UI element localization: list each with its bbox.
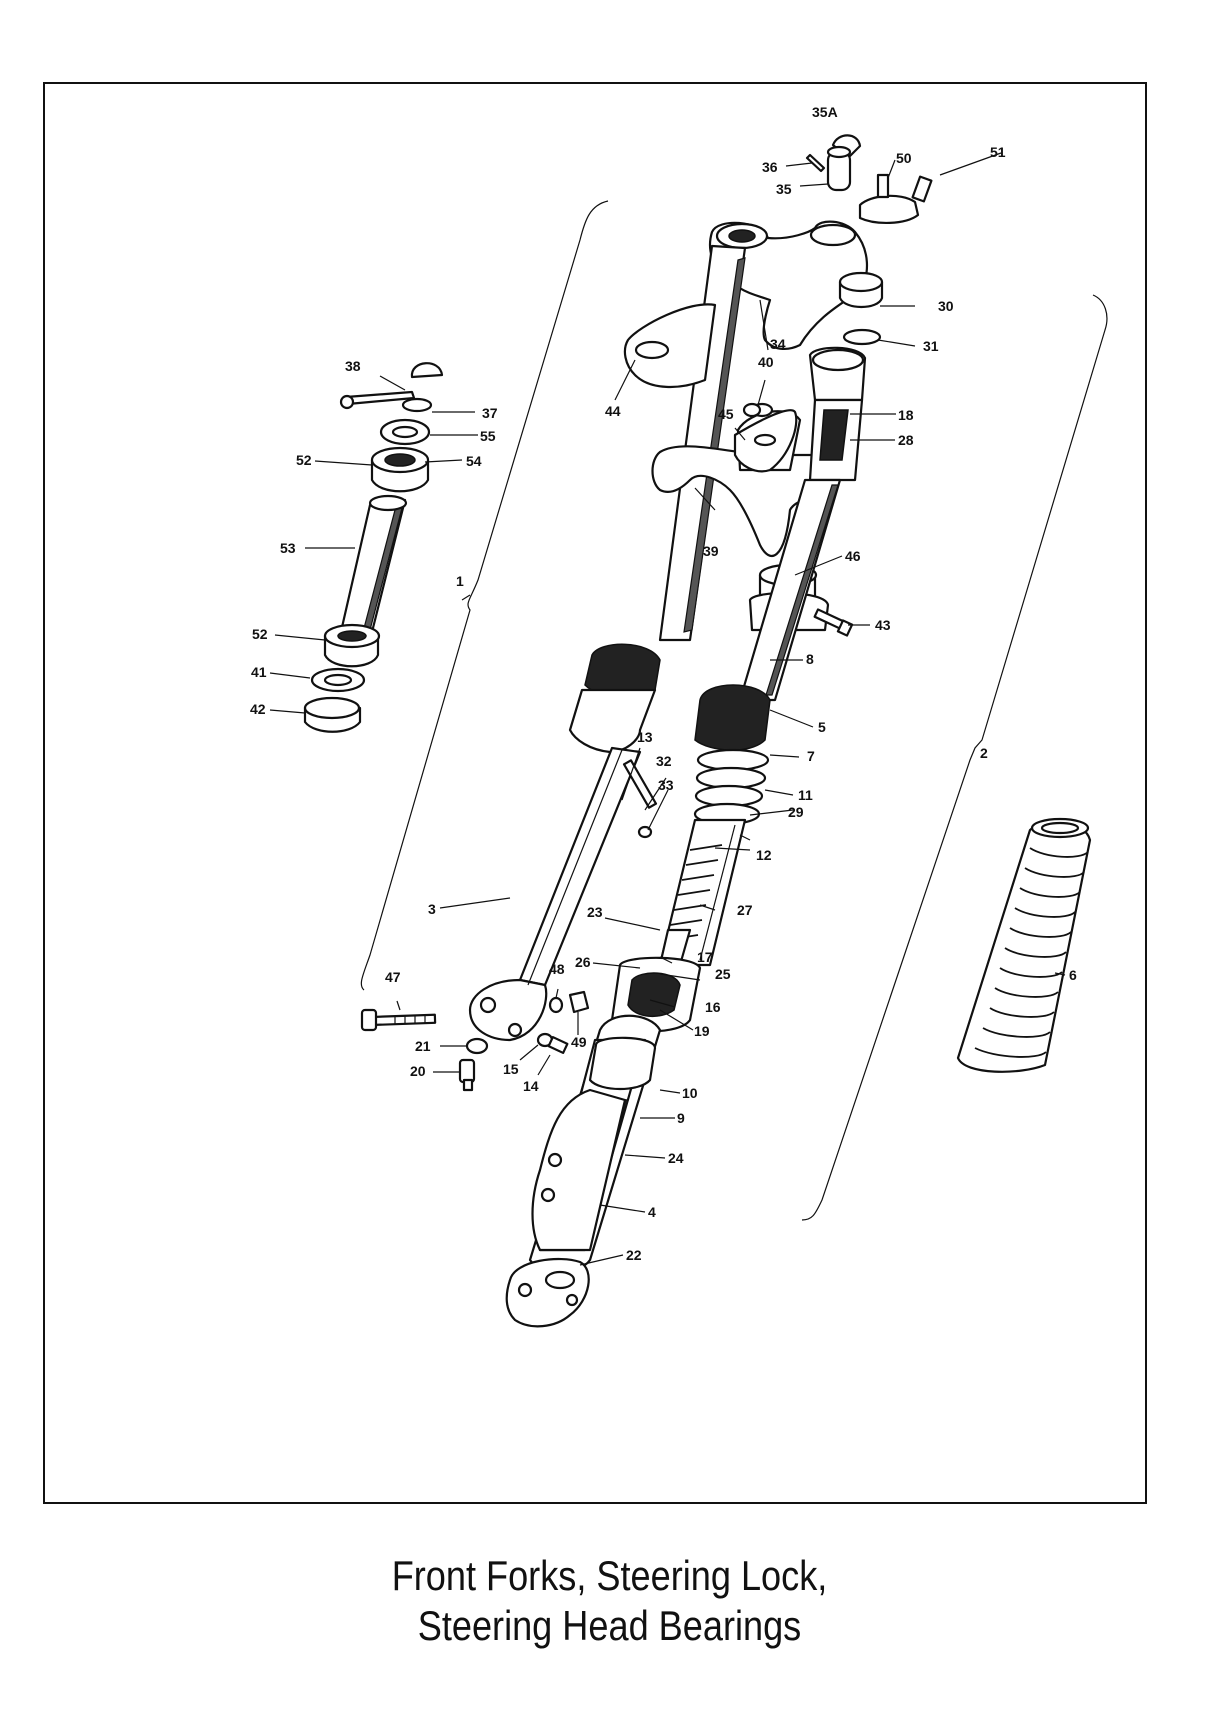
callout: 44 <box>605 403 621 419</box>
callout: 38 <box>345 358 361 374</box>
callout: 11 <box>798 787 813 803</box>
callout: 5 <box>818 719 826 735</box>
callout: 30 <box>938 298 954 314</box>
callout: 54 <box>466 453 482 469</box>
callout: 55 <box>480 428 496 444</box>
callout: 2 <box>980 745 988 761</box>
callout: 51 <box>990 144 1006 160</box>
callout: 29 <box>788 804 804 820</box>
callout: 35 <box>776 181 792 197</box>
callout: 21 <box>415 1038 431 1054</box>
callout: 35A <box>812 104 838 120</box>
callout: 12 <box>756 847 772 863</box>
callout: 10 <box>682 1085 698 1101</box>
callout: 27 <box>737 902 753 918</box>
rubber-gaiter <box>958 819 1090 1072</box>
callout: 20 <box>410 1063 426 1079</box>
callout: 45 <box>718 406 734 422</box>
callout: 40 <box>758 354 774 370</box>
callout-labels <box>250 104 1077 1263</box>
callout: 14 <box>523 1078 539 1094</box>
callout: 8 <box>806 651 814 667</box>
callout: 19 <box>694 1023 710 1039</box>
callout: 32 <box>656 753 672 769</box>
callout: 4 <box>648 1204 656 1220</box>
callout: 16 <box>705 999 721 1015</box>
callout: 43 <box>875 617 891 633</box>
callout: 46 <box>845 548 861 564</box>
callout: 49 <box>571 1034 587 1050</box>
callout: 39 <box>703 543 719 559</box>
callout: 36 <box>762 159 778 175</box>
callout: 18 <box>898 407 914 423</box>
callout: 34 <box>770 336 786 352</box>
callout: 17 <box>697 949 713 965</box>
callout: 1 <box>456 573 464 589</box>
callout: 13 <box>637 729 653 745</box>
callout: 7 <box>807 748 815 764</box>
callout: 42 <box>250 701 266 717</box>
callout: 48 <box>549 961 565 977</box>
callout: 53 <box>280 540 296 556</box>
callout: 47 <box>385 969 401 985</box>
callout: 23 <box>587 904 603 920</box>
callout: 31 <box>923 338 939 354</box>
callout: 26 <box>575 954 591 970</box>
steering-lock-parts <box>807 135 931 223</box>
caption-line-2: Steering Head Bearings <box>417 1602 802 1649</box>
callout: 52 <box>252 626 268 642</box>
callout: 3 <box>428 901 436 917</box>
callout: 33 <box>658 777 674 793</box>
callout: 6 <box>1069 967 1077 983</box>
callout: 24 <box>668 1150 684 1166</box>
callout: 52 <box>296 452 312 468</box>
callout: 28 <box>898 432 914 448</box>
callout: 41 <box>251 664 267 680</box>
callout: 37 <box>482 405 498 421</box>
caption-line-1: Front Forks, Steering Lock, <box>391 1552 828 1599</box>
callout: 15 <box>503 1061 519 1077</box>
callout: 50 <box>896 150 912 166</box>
callout: 22 <box>626 1247 642 1263</box>
callout: 9 <box>677 1110 685 1126</box>
callout: 25 <box>715 966 731 982</box>
